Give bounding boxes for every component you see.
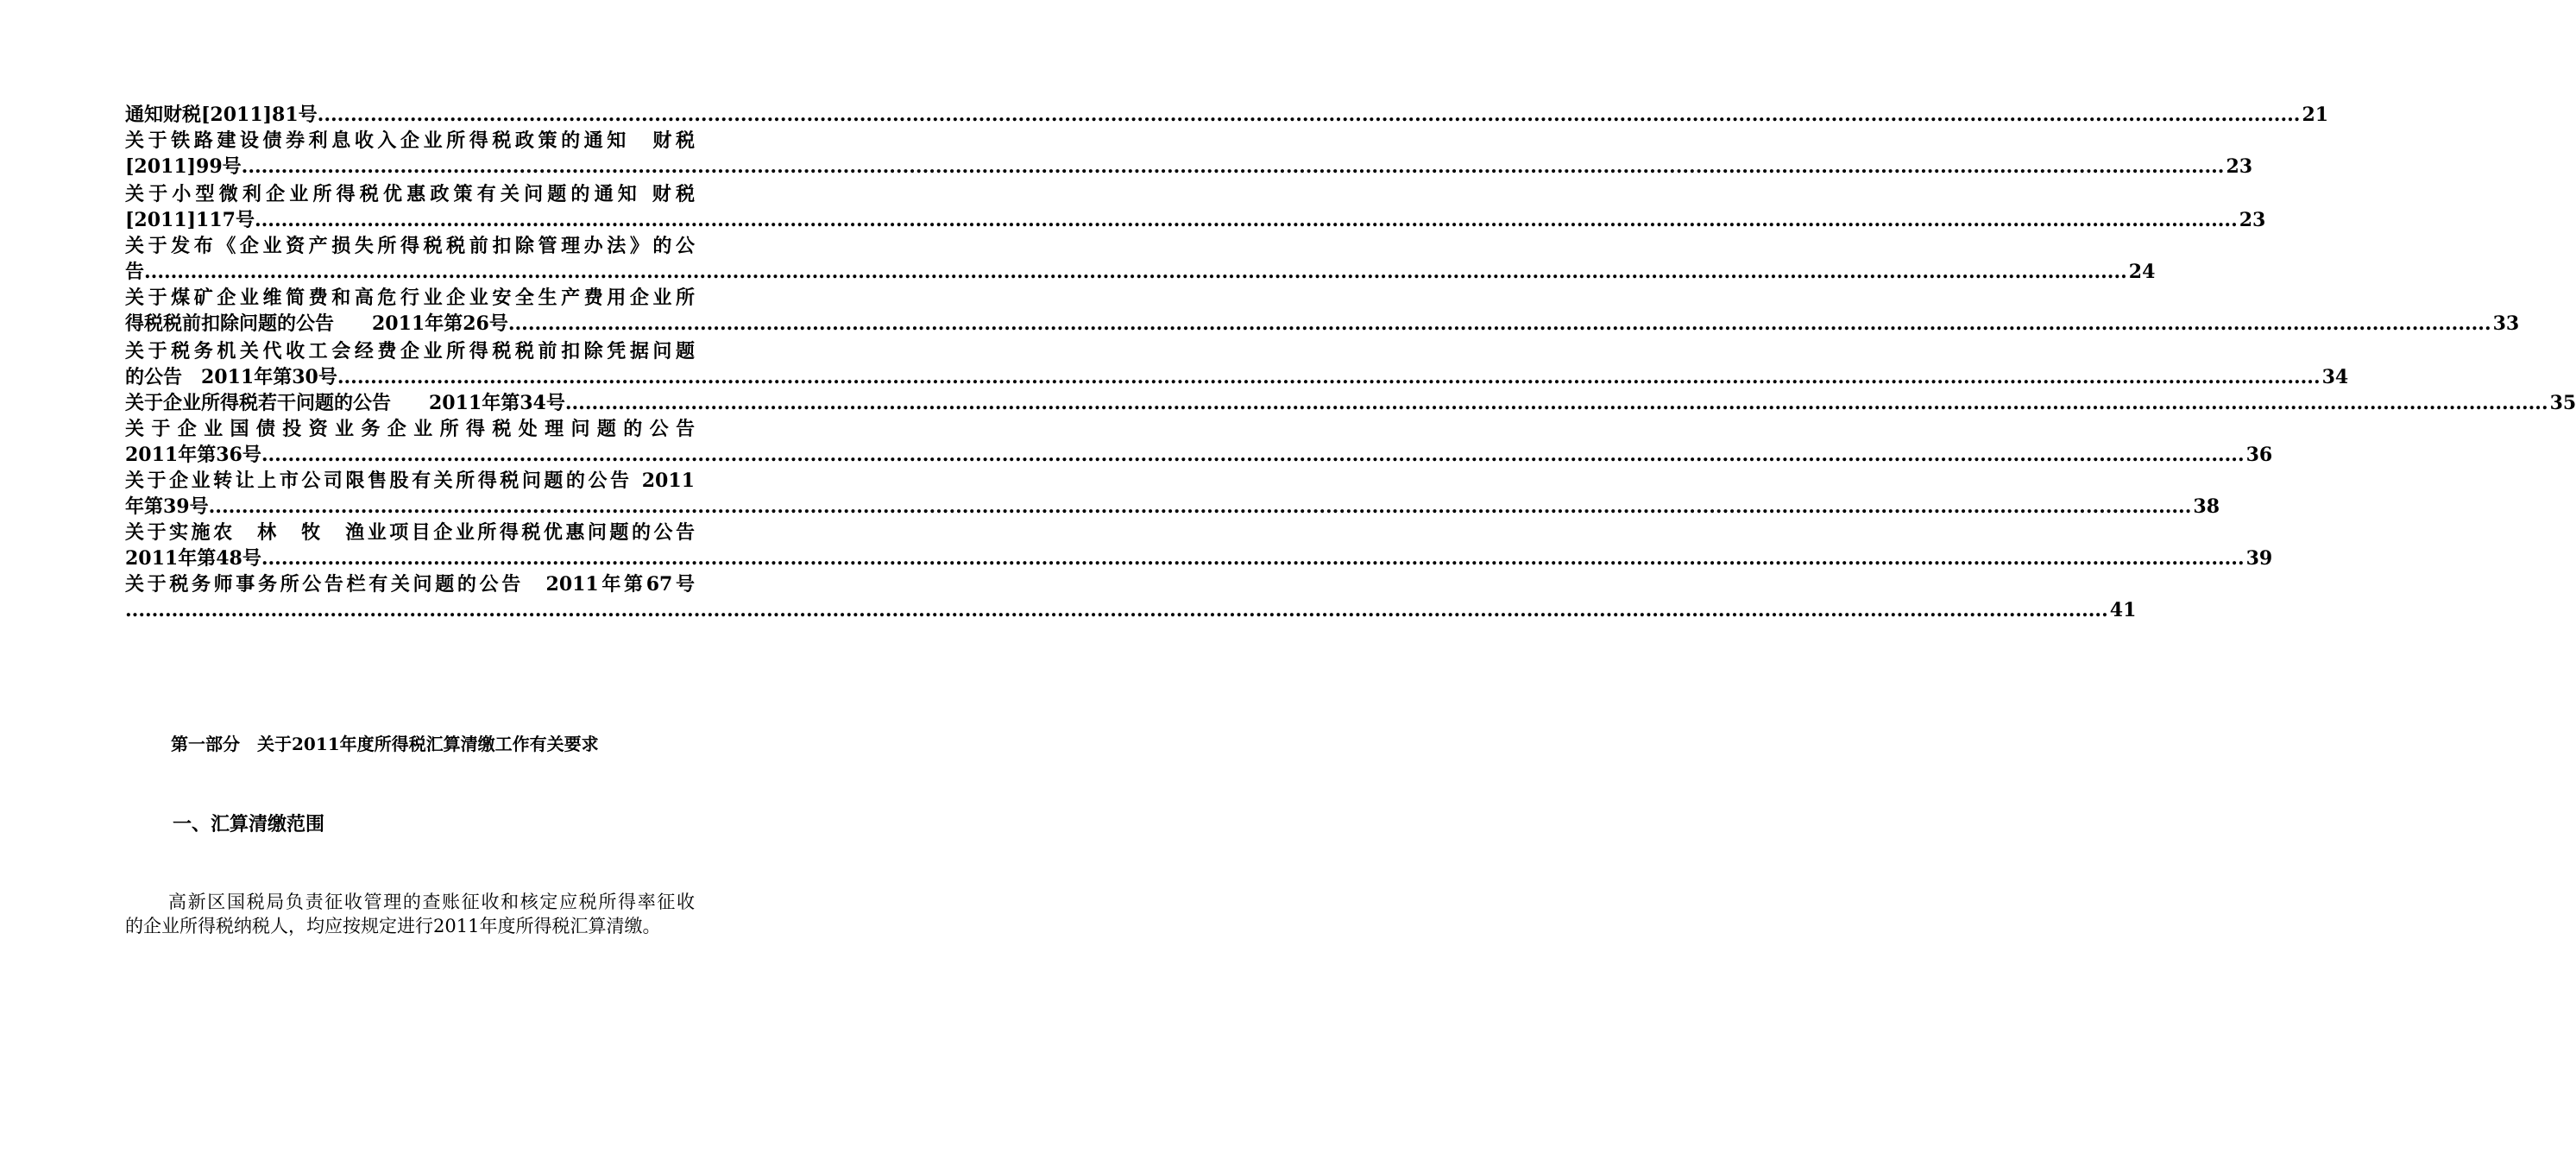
toc-line-text: 关于企业转让上市公司限售股有关所得税问题的公告 2011 <box>125 470 695 492</box>
toc-line[interactable] <box>125 311 2520 337</box>
toc-dot-leader: ............................................................................................................................................................................................................................................................................................................ <box>507 312 2491 335</box>
toc-dot-leader: ............................................................................................................................................................................................................................................................................................................ <box>254 209 2238 231</box>
toc-dot-leader: ............................................................................................................................................................................................................................................................................................................ <box>125 599 2108 621</box>
toc-page-number: 35 <box>2549 392 2576 414</box>
toc-line-text: 关于税务机关代收工会经费企业所得税税前扣除凭据问题 <box>125 340 695 362</box>
toc-page-number: 39 <box>2245 547 2273 570</box>
toc-line[interactable] <box>125 338 695 364</box>
toc-line-text: 2011年第36号 <box>125 444 261 466</box>
toc-line[interactable] <box>125 154 2253 180</box>
toc-page-number: 38 <box>2193 495 2220 518</box>
toc-dot-leader: ............................................................................................................................................................................................................................................................................................................ <box>261 444 2245 466</box>
toc-line-text: 告 <box>125 261 145 283</box>
toc-line[interactable] <box>125 128 695 154</box>
toc-line[interactable] <box>125 597 2137 623</box>
toc-page-number: 23 <box>2226 155 2253 178</box>
toc-dot-leader: ............................................................................................................................................................................................................................................................................................................ <box>261 547 2245 570</box>
toc-line-text: 2011年第48号 <box>125 547 261 570</box>
toc-page-number: 41 <box>2109 599 2137 621</box>
toc-line[interactable] <box>125 181 695 207</box>
toc-line-text: 关于发布《企业资产损失所得税税前扣除管理办法》的公 <box>125 235 695 257</box>
toc-line[interactable] <box>125 494 2220 520</box>
toc-dot-leader: ............................................................................................................................................................................................................................................................................................................ <box>144 261 2127 283</box>
toc-dot-leader: ............................................................................................................................................................................................................................................................................................................ <box>317 104 2301 126</box>
toc-line[interactable] <box>125 520 695 545</box>
toc-line-text: 的公告 2011年第30号 <box>125 366 337 388</box>
toc-line-text: 关于铁路建设债券利息收入企业所得税政策的通知 财税 <box>125 129 695 152</box>
toc-line[interactable] <box>125 571 695 597</box>
section-heading: 一、汇算清缴范围 <box>173 813 325 835</box>
toc-page-number: 34 <box>2321 366 2349 388</box>
part-title: 第一部分 关于2011年度所得税汇算清缴工作有关要求 <box>171 734 599 754</box>
toc-line-text: 关于企业国债投资业务企业所得税处理问题的公告 <box>125 418 695 440</box>
toc-line[interactable] <box>125 545 2273 571</box>
toc-line[interactable] <box>125 364 2349 390</box>
toc-line-text: 关于企业所得税若干问题的公告 2011年第34号 <box>125 392 565 414</box>
paragraph-line-1 <box>168 889 695 915</box>
paragraph-line-1-text: 高新区国税局负责征收管理的查账征收和核定应税所得率征收 <box>168 892 695 912</box>
toc-page-number: 33 <box>2492 312 2520 335</box>
toc-line[interactable] <box>125 207 2266 233</box>
toc-line-text: 通知财税[2011]81号 <box>125 104 318 126</box>
toc-line-text: 关于煤矿企业维简费和高危行业企业安全生产费用企业所 <box>125 287 695 309</box>
toc-line[interactable] <box>125 102 2329 128</box>
toc-line-text: [2011]117号 <box>125 209 255 231</box>
toc-line-text: 关于实施农 林 牧 渔业项目企业所得税优惠问题的公告 <box>125 521 695 544</box>
toc-line-text: 得税税前扣除问题的公告 2011年第26号 <box>125 312 508 335</box>
toc-line[interactable] <box>125 468 695 494</box>
toc-dot-leader: ............................................................................................................................................................................................................................................................................................................ <box>564 392 2548 414</box>
toc-line-text: 年第39号 <box>125 495 209 518</box>
toc-dot-leader: ............................................................................................................................................................................................................................................................................................................ <box>337 366 2321 388</box>
toc-page-number: 24 <box>2128 261 2156 283</box>
toc-line[interactable] <box>125 442 2273 468</box>
toc-line[interactable] <box>125 285 695 311</box>
toc-line[interactable] <box>125 416 695 442</box>
toc-page-number: 21 <box>2302 104 2329 126</box>
toc-line-text: 关于税务师事务所公告栏有关问题的公告 2011年第67号 <box>125 573 695 596</box>
toc-dot-leader: ............................................................................................................................................................................................................................................................................................................ <box>208 495 2192 518</box>
toc-line-text: [2011]99号 <box>125 155 242 178</box>
toc-line[interactable] <box>125 390 2576 416</box>
toc-page-number: 36 <box>2245 444 2273 466</box>
toc-line[interactable] <box>125 233 695 259</box>
toc-page-number: 23 <box>2239 209 2266 231</box>
toc-line-text: 关于小型微利企业所得税优惠政策有关问题的通知 财税 <box>125 183 695 205</box>
toc-dot-leader: ............................................................................................................................................................................................................................................................................................................ <box>241 155 2225 178</box>
paragraph-line-2: 的企业所得税纳税人，均应按规定进行2011年度所得税汇算清缴。 <box>125 916 661 936</box>
toc-line[interactable] <box>125 259 2156 285</box>
